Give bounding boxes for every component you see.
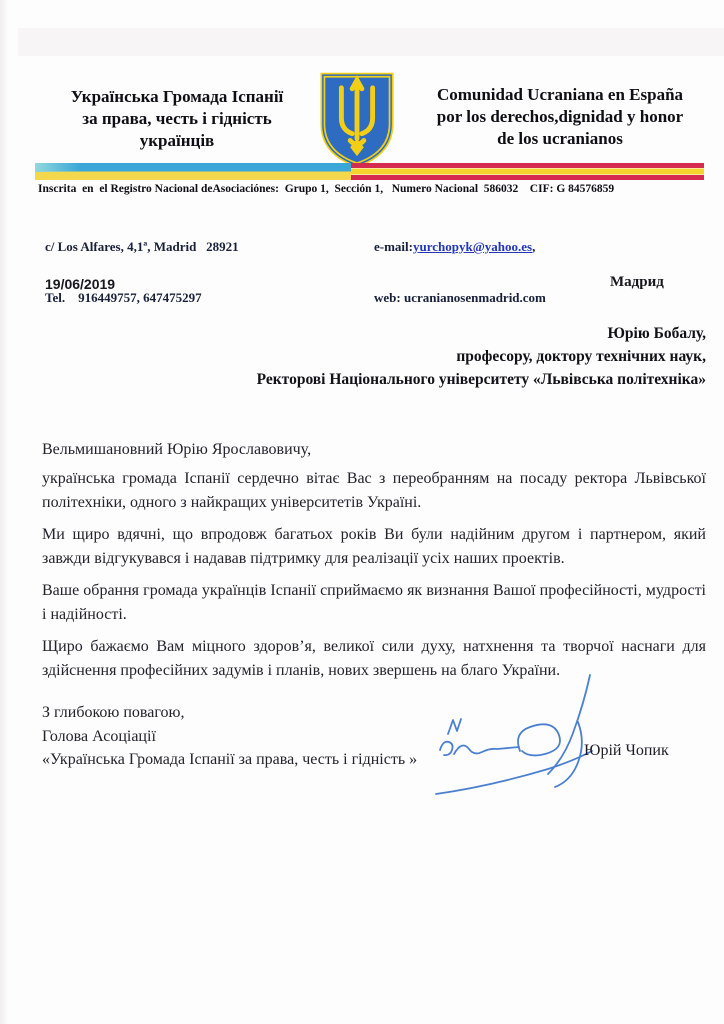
web-label: web: <box>374 290 404 305</box>
org-es-line3: de los ucranianos <box>497 129 623 148</box>
paragraph-3: Ваше обрання громада українців Іспанії сприймаємо як визнання Вашої професійності, мудрості і надійності. <box>42 582 706 623</box>
email-link[interactable]: yurchopyk@yahoo.es <box>412 239 533 254</box>
letter-body <box>42 467 706 691</box>
closing-position: Голова Асоціації <box>42 727 156 745</box>
addressee-name: Юрію Бобалу, <box>607 325 706 342</box>
ukraine-trident-shield-icon <box>318 72 396 168</box>
address-line: c/ Los Alfares, 4,1ª, Madrid 28921 <box>45 239 239 254</box>
spain-flag-stripe <box>351 163 704 180</box>
org-name-ukrainian <box>52 86 302 152</box>
flag-stripe <box>35 163 704 180</box>
paragraph-4: Щиро бажаємо Вам міцного здоров’я, великої сили духу, натхнення та творчої наснаги для здійснення професійних задумів і планів, нових звершень на благо України. <box>42 638 706 679</box>
addressee-title: професору, доктору технічних наук, <box>456 348 706 365</box>
phone-line: Tel. 916449757, 647475297 <box>45 290 202 305</box>
addressee-position: Ректорові Національного університету «Львівська політехніка» <box>256 371 706 388</box>
org-uk-line3: українців <box>139 131 215 150</box>
org-uk-line1: Українська Громада Іспанії <box>70 87 284 106</box>
email-label: e-mail: <box>374 239 413 254</box>
org-es-line2: por los derechos,dignidad y honor <box>436 107 684 126</box>
letter-date: 19/06/2019 <box>45 276 116 292</box>
contact-online-block <box>374 204 546 340</box>
org-es-line1: Comunidad Ucraniana en España <box>436 85 684 104</box>
web-address: ucranianosenmadrid.com <box>403 290 546 305</box>
contact-address-block <box>45 204 239 340</box>
email-line <box>374 238 546 255</box>
paragraph-1: українська громада Іспанії сердечно вітає Вас з переобранням на посаду ректора Львівської політехніки, одного з найкращих університетів Україні. <box>42 470 706 511</box>
letter-city: Мадрид <box>610 274 664 290</box>
scan-artifact-edge <box>0 0 8 1024</box>
signatory-name: Юрій Чопик <box>584 742 669 759</box>
closing-block <box>42 701 417 772</box>
closing-org: «Українська Громада Іспанії за права, честь і гідність » <box>42 751 418 768</box>
email-suffix: , <box>532 239 536 254</box>
scan-artifact-band <box>18 28 724 56</box>
org-uk-line2: за права, честь і гідність <box>82 109 272 128</box>
paragraph-2: Ми щиро вдячні, що впродовж багатьох років Ви були надійним другом і партнером, який завжди відгукувався і надавав підтримку для реалізації усіх наших проектів. <box>42 526 706 567</box>
addressee-block <box>146 322 706 391</box>
salutation: Вельмишановний Юрію Ярославовичу, <box>42 441 312 458</box>
registry-line: Inscrita en el Registro Nacional deAsociaciónes: Grupo 1, Sección 1, Numero Nacional 586032 CIF: G 84576859 <box>38 183 615 195</box>
org-name-spanish <box>412 84 708 150</box>
ukraine-flag-stripe <box>35 163 351 180</box>
closing-regards: З глибокою повагою, <box>42 704 185 721</box>
web-line <box>374 289 546 306</box>
